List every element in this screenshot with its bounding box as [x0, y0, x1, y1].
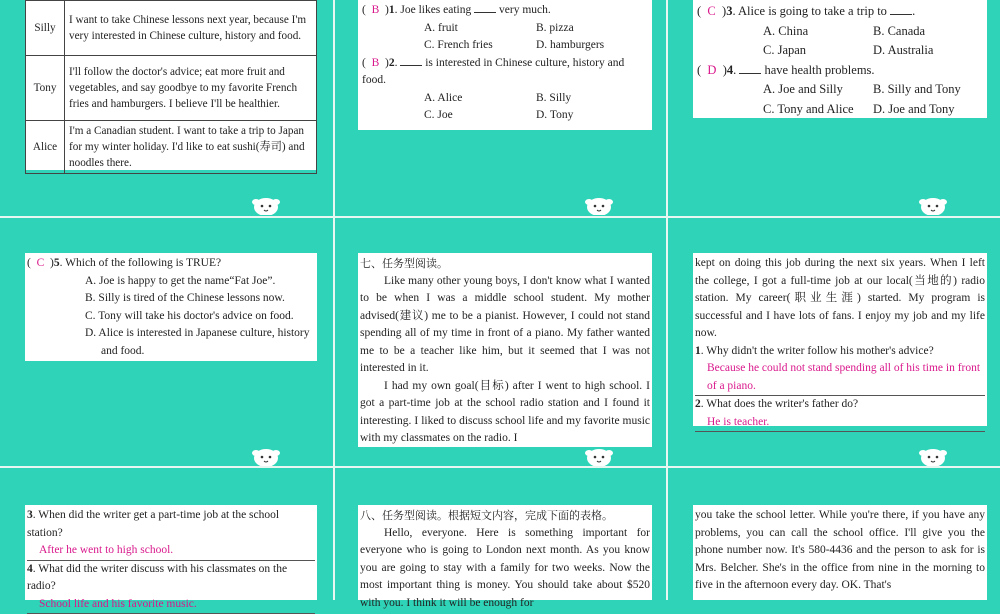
answer-line: School life and his favorite music.	[27, 596, 315, 614]
question-5	[27, 255, 315, 273]
question-text: is interested in Chinese culture, history and food.	[362, 57, 624, 87]
slide-6-reading	[693, 253, 987, 426]
option: D. Tony	[536, 107, 648, 125]
paragraph: you take the school letter. While you're there, if you have any problems, you can call the school office. I'll give you the phone number now. It's 580-4436 and the person to ask for is Mrs. Belcher. She's in the office from nine in the morning to five in the afternoon every day. OK. That's	[695, 507, 985, 595]
mascot-icon	[584, 444, 614, 466]
question-text: . Joe likes eating	[395, 4, 472, 16]
option: A. China	[763, 22, 873, 42]
table-row	[26, 121, 317, 174]
option: D. hamburgers	[536, 37, 648, 55]
mascot-icon	[251, 444, 281, 466]
paragraph: Hello, everyone. Here is something important for everyone who is going to London next month. As you know you are going to stay with a family for two weeks. Now the most important thing is money. You should take about $520 with you. I think it will be enough for	[360, 525, 650, 613]
question-number: 2	[389, 57, 395, 69]
option: D. Australia	[873, 41, 983, 61]
slide-7-questions	[25, 505, 317, 600]
paragraph: Like many other young boys, I don't know what I wanted to be when I was a middle school student. My mother advised(建议) me to be a pianist. However, I could not stand spending all of my time in front of a piano. My father wanted me to be a teacher like him, but it seemed that I was not interested in it.	[360, 273, 650, 378]
question-number: 3	[726, 4, 732, 18]
paren: (	[362, 57, 366, 69]
slide-3-questions	[693, 0, 987, 118]
option: B. Silly	[536, 90, 648, 108]
question-2	[695, 396, 985, 414]
blank-line	[474, 2, 496, 13]
blank-line	[739, 63, 761, 74]
divider	[0, 216, 1000, 218]
question-number: 4	[727, 63, 733, 77]
table-cell-text: I'll follow the doctor's advice; eat more fruit and vegetables, and say goodbye to my favorite French fries and hamburgers. I believe I'll be healthier.	[65, 56, 317, 121]
option: B. Silly is tired of the Chinese lessons now.	[85, 290, 315, 308]
options	[697, 80, 983, 119]
table-cell-name: Alice	[26, 121, 65, 174]
answer-line: After he went to high school.	[27, 542, 315, 561]
slide-9-reading	[693, 505, 987, 600]
section-heading: 七、任务型阅读。	[360, 255, 650, 273]
blank-line	[890, 4, 912, 15]
table-row	[26, 56, 317, 121]
table-cell-text: I want to take Chinese lessons next year, because I'm very interested in Chinese culture, history and food.	[65, 1, 317, 56]
divider	[0, 466, 1000, 468]
question-4	[27, 561, 315, 596]
question-text: . What does the writer's father do?	[701, 398, 858, 410]
paren: )	[722, 4, 726, 18]
option: D. Alice is interested in Japanese culture, history and food.	[85, 325, 315, 360]
blank-line	[400, 55, 422, 66]
table-cell-name: Tony	[26, 56, 65, 121]
answer-letter: C	[37, 257, 45, 269]
paragraph: kept on doing this job during the next six years. When I left the college, I got a full-time job at our local(当地的) radio station. My career(职业生涯) started. My program is successful and I have lots of fans. I enjoy my job and my life now.	[695, 255, 985, 343]
question-3	[697, 2, 983, 22]
divider	[333, 0, 335, 600]
answer-letter: C	[707, 4, 715, 18]
slide-5-reading	[358, 253, 652, 447]
paragraph: I had my own goal(目标) after I went to high school. I got a part-time job at the school radio station and I found it interesting. I liked to discuss school life and my favorite music with my classmates on the radio. I	[360, 378, 650, 448]
table-cell-name: Silly	[26, 1, 65, 56]
question-number: 5	[54, 257, 60, 269]
option: C. Tony and Alice	[763, 100, 873, 120]
question-2: ( B )2. is interested in Chinese culture, history and food.	[362, 55, 648, 90]
answer-letter: B	[372, 57, 380, 69]
answer-letter: D	[707, 63, 716, 77]
option: C. Tony will take his doctor's advice on food.	[85, 308, 315, 326]
option: B. Silly and Tony	[873, 80, 983, 100]
paren: )	[723, 63, 727, 77]
option: A. Joe and Silly	[763, 80, 873, 100]
slide-1-table	[25, 0, 317, 170]
options	[27, 273, 315, 361]
info-table	[25, 0, 317, 174]
question-number: 3	[27, 509, 33, 521]
paren: )	[385, 4, 389, 16]
question-text: .	[912, 4, 915, 18]
option: B. Canada	[873, 22, 983, 42]
options	[362, 20, 648, 55]
divider	[666, 0, 668, 600]
question-1	[362, 2, 648, 20]
option: A. Joe is happy to get the name“Fat Joe”.	[85, 273, 315, 291]
slide-4-question	[25, 253, 317, 361]
question-text: . Alice is going to take a trip to	[732, 4, 887, 18]
table-cell-text: I'm a Canadian student. I want to take a trip to Japan for my winter holiday. I'd like to eat sushi(寿司) and noodles there.	[65, 121, 317, 174]
question-text: . Why didn't the writer follow his mother's advice?	[701, 345, 934, 357]
question-text: have health problems.	[765, 63, 875, 77]
options	[362, 90, 648, 125]
question-number: 2	[695, 398, 701, 410]
paren: )	[385, 57, 389, 69]
question-number: 1	[389, 4, 395, 16]
option: A. Alice	[424, 90, 536, 108]
paren: )	[50, 257, 54, 269]
question-number: 1	[695, 345, 701, 357]
option: C. Japan	[763, 41, 873, 61]
question-1	[695, 343, 985, 361]
options	[697, 22, 983, 61]
slide-2-questions	[358, 0, 652, 130]
option: A. fruit	[424, 20, 536, 38]
table-row	[26, 1, 317, 56]
paren: (	[697, 4, 701, 18]
answer-line: He is teacher.	[695, 414, 985, 433]
paren: (	[362, 4, 366, 16]
answer-letter: B	[372, 4, 380, 16]
option: C. Joe	[424, 107, 536, 125]
section-heading: 八、任务型阅读。根据短文内容，完成下面的表格。	[360, 507, 650, 525]
mascot-icon	[918, 193, 948, 215]
question-3	[27, 507, 315, 542]
question-text: . What did the writer discuss with his classmates on the radio?	[27, 563, 287, 593]
question-text: very much.	[499, 4, 551, 16]
mascot-icon	[918, 444, 948, 466]
paren: (	[27, 257, 31, 269]
slide-8-reading	[358, 505, 652, 600]
question-text: . When did the writer get a part-time job at the school station?	[27, 509, 279, 539]
question-4: ( D )4. have health problems.	[697, 61, 983, 81]
option: C. French fries	[424, 37, 536, 55]
option: D. Joe and Tony	[873, 100, 983, 120]
question-text: . Which of the following is TRUE?	[60, 257, 222, 269]
question-number: 4	[27, 563, 33, 575]
paren: (	[697, 63, 701, 77]
mascot-icon	[251, 193, 281, 215]
answer-line: Because he could not stand spending all of his time in front of a piano.	[695, 360, 985, 396]
option: B. pizza	[536, 20, 648, 38]
mascot-icon	[584, 193, 614, 215]
